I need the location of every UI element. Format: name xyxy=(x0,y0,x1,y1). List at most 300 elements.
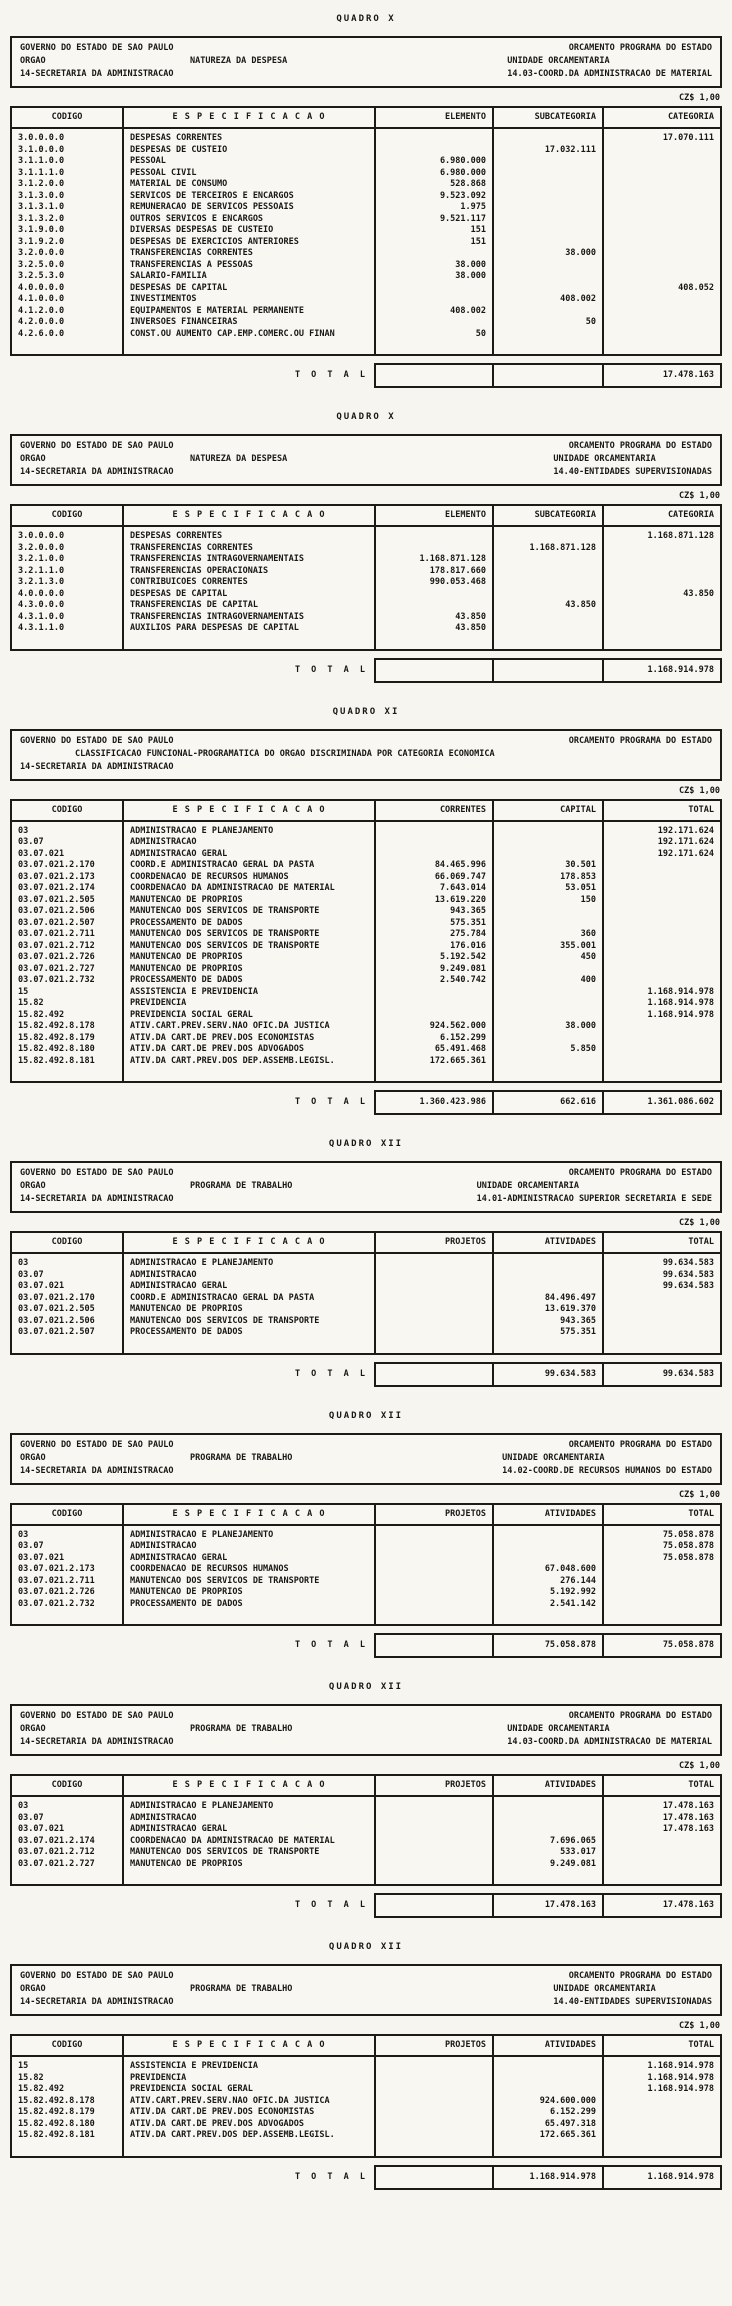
row-spec: COORDENACAO DA ADMINISTRACAO DE MATERIAL xyxy=(123,883,375,895)
row-value xyxy=(493,612,603,624)
total-spacer xyxy=(10,1091,122,1114)
row-value: 9.249.081 xyxy=(375,964,493,976)
header-right-line: 14.03-COORD.DA ADMINISTRACAO DE MATERIAL xyxy=(507,1737,712,1747)
row-value xyxy=(493,225,603,237)
row-value xyxy=(493,128,603,145)
row-value xyxy=(493,998,603,1010)
total-strip xyxy=(10,363,722,388)
row-code: 3.0.0.0.0 xyxy=(11,526,123,543)
row-value xyxy=(493,987,603,999)
row-value: 38.000 xyxy=(493,248,603,260)
row-value xyxy=(375,2073,493,2085)
row-value: 13.619.220 xyxy=(375,895,493,907)
col-v1: CORRENTES xyxy=(375,800,493,821)
table-body xyxy=(11,1253,721,1354)
row-value xyxy=(493,1813,603,1825)
row-value xyxy=(493,260,603,272)
row-value xyxy=(493,156,603,168)
row-value xyxy=(493,554,603,566)
table-row xyxy=(11,941,721,953)
row-code: 03.07 xyxy=(11,1270,123,1282)
row-value xyxy=(603,145,721,157)
header-right xyxy=(477,1167,712,1206)
header-box xyxy=(10,1161,722,1213)
row-code: 03.07.021 xyxy=(11,1824,123,1836)
col-v1: PROJETOS xyxy=(375,2035,493,2056)
budget-table xyxy=(10,1503,722,1627)
row-value: 2.541.142 xyxy=(493,1599,603,1626)
row-value: 400 xyxy=(493,975,603,987)
row-value xyxy=(493,964,603,976)
government-line: GOVERNO DO ESTADO DE SAO PAULO xyxy=(20,1971,174,1981)
row-spec: PROCESSAMENTO DE DADOS xyxy=(123,1327,375,1354)
row-value xyxy=(603,191,721,203)
table-row xyxy=(11,975,721,987)
row-spec: ATIV.DA CART.DE PREV.DOS ADVOGADOS xyxy=(123,1044,375,1056)
currency-note: CZ$ 1,00 xyxy=(679,1218,720,1228)
table-row xyxy=(11,964,721,976)
table-row xyxy=(11,1056,721,1083)
row-spec: TRANSFERENCIAS DE CAPITAL xyxy=(123,600,375,612)
row-value xyxy=(603,964,721,976)
header-right-line: ORCAMENTO PROGRAMA DO ESTADO xyxy=(568,735,712,746)
row-value: 176.016 xyxy=(375,941,493,953)
government-line: GOVERNO DO ESTADO DE SAO PAULO xyxy=(20,1711,174,1721)
row-value: 178.817.660 xyxy=(375,566,493,578)
row-code: 03.07.021.2.173 xyxy=(11,1564,123,1576)
table-body xyxy=(11,128,721,355)
row-code: 15.82.492.8.180 xyxy=(11,2119,123,2131)
row-value xyxy=(375,998,493,1010)
row-spec: ADMINISTRACAO GERAL xyxy=(123,849,375,861)
col-codigo: CODIGO xyxy=(11,1775,123,1796)
col-v3: TOTAL xyxy=(603,1504,721,1525)
row-spec: MANUTENCAO DE PROPRIOS xyxy=(123,1859,375,1886)
row-spec: PREVIDENCIA SOCIAL GERAL xyxy=(123,2084,375,2096)
total-strip xyxy=(10,1893,722,1918)
row-code: 3.1.0.0.0 xyxy=(11,145,123,157)
row-value xyxy=(603,1056,721,1083)
row-value: 43.850 xyxy=(683,588,714,599)
row-code: 03.07 xyxy=(11,837,123,849)
row-value xyxy=(603,1847,721,1859)
row-value xyxy=(603,1599,721,1626)
quadro-title: QUADRO XII xyxy=(328,1942,404,1952)
col-espec: E S P E C I F I C A C A O xyxy=(123,800,375,821)
currency-note: CZ$ 1,00 xyxy=(679,1489,720,1500)
row-code: 3.2.1.1.0 xyxy=(11,566,123,578)
row-value: 13.619.370 xyxy=(493,1304,603,1316)
row-spec: ATIV.DA CART.DE PREV.DOS ECONOMISTAS xyxy=(123,2107,375,2119)
row-spec: DESPESAS DE CUSTEIO xyxy=(123,145,375,157)
row-value xyxy=(375,821,493,838)
table-row xyxy=(11,329,721,356)
row-spec: DIVERSAS DESPESAS DE CUSTEIO xyxy=(123,225,375,237)
row-code: 4.1.0.0.0 xyxy=(11,294,123,306)
table-row xyxy=(11,225,721,237)
row-value: 7.643.014 xyxy=(375,883,493,895)
row-spec: MANUTENCAO DE PROPRIOS xyxy=(123,1587,375,1599)
row-code: 3.1.3.0.0 xyxy=(11,191,123,203)
row-code: 03.07 xyxy=(11,1541,123,1553)
budget-table xyxy=(10,1231,722,1355)
row-value: 575.351 xyxy=(375,918,493,930)
total-label: T O T A L xyxy=(294,1900,368,1910)
header-mid-label: PROGRAMA DE TRABALHO xyxy=(190,1984,293,1994)
row-spec: CONST.OU AUMENTO CAP.EMP.COMERC.OU FINAN xyxy=(123,329,375,356)
quadro-title: QUADRO XII xyxy=(328,1682,404,1692)
row-value xyxy=(603,623,721,650)
col-v2: ATIVIDADES xyxy=(493,2035,603,2056)
table-row xyxy=(11,2084,721,2096)
table-row xyxy=(11,271,721,283)
table-row xyxy=(11,821,721,838)
row-code: 03.07.021.2.507 xyxy=(11,918,123,930)
total-spacer xyxy=(10,1634,122,1657)
table-row xyxy=(11,1564,721,1576)
row-spec: MANUTENCAO DE PROPRIOS xyxy=(123,952,375,964)
col-v3: CATEGORIA xyxy=(603,505,721,526)
row-code: 03.07.021.2.174 xyxy=(11,1836,123,1848)
row-code: 03.07.021.2.711 xyxy=(11,929,123,941)
row-code: 03 xyxy=(11,821,123,838)
government-line: GOVERNO DO ESTADO DE SAO PAULO xyxy=(20,1439,174,1450)
row-value xyxy=(375,600,493,612)
col-espec: E S P E C I F I C A C A O xyxy=(123,505,375,526)
table-row xyxy=(11,1553,721,1565)
table-body xyxy=(11,1796,721,1885)
table-row xyxy=(11,577,721,589)
row-value: 5.192.542 xyxy=(375,952,493,964)
row-code: 3.1.1.1.0 xyxy=(11,168,123,180)
header-right xyxy=(553,440,712,479)
row-code: 03.07.021.2.170 xyxy=(11,860,123,872)
header-right-line: 14.01-ADMINISTRACAO SUPERIOR SECRETARIA E SEDE xyxy=(476,1194,712,1204)
col-v2: SUBCATEGORIA xyxy=(493,505,603,526)
secretaria-line: 14-SECRETARIA DA ADMINISTRACAO xyxy=(20,467,174,477)
row-value: 6.152.299 xyxy=(375,1033,493,1045)
row-code: 3.2.5.0.0 xyxy=(11,260,123,272)
row-spec: PREVIDENCIA xyxy=(123,2073,375,2085)
row-spec: ATIV.DA CART.DE PREV.DOS ECONOMISTAS xyxy=(123,1033,375,1045)
table-row xyxy=(11,1281,721,1293)
orgao-label: ORGAO xyxy=(20,1984,46,1994)
col-codigo: CODIGO xyxy=(11,107,123,128)
row-value: 75.058.878 xyxy=(662,1529,714,1540)
row-value xyxy=(603,941,721,953)
col-espec: E S P E C I F I C A C A O xyxy=(123,2035,375,2056)
row-value: 50 xyxy=(493,317,603,329)
row-spec: ADMINISTRACAO E PLANEJAMENTO xyxy=(123,1796,375,1813)
table-header-row xyxy=(11,1775,721,1796)
row-spec: INVERSOES FINANCEIRAS xyxy=(123,317,375,329)
table-row xyxy=(11,1859,721,1886)
row-value xyxy=(375,2130,493,2157)
row-value xyxy=(603,554,721,566)
table-row xyxy=(11,998,721,1010)
total-value xyxy=(375,364,493,387)
row-spec: ADMINISTRACAO xyxy=(123,1813,375,1825)
row-value xyxy=(493,918,603,930)
row-value: 528.868 xyxy=(375,179,493,191)
row-value: 43.850 xyxy=(375,623,493,650)
budget-table xyxy=(10,2034,722,2158)
row-spec: OUTROS SERVICOS E ENCARGOS xyxy=(123,214,375,226)
row-spec: MANUTENCAO DE PROPRIOS xyxy=(123,895,375,907)
col-v2: ATIVIDADES xyxy=(493,1775,603,1796)
total-value: 17.478.163 xyxy=(603,1894,721,1917)
table-row xyxy=(11,1525,721,1542)
header-right-line: ORCAMENTO PROGRAMA DO ESTADO xyxy=(568,441,712,451)
table-row xyxy=(11,1824,721,1836)
table-row xyxy=(11,612,721,624)
row-code: 03.07.021.2.507 xyxy=(11,1327,123,1354)
row-code: 03.07.021.2.712 xyxy=(11,941,123,953)
row-value: 5.192.992 xyxy=(493,1587,603,1599)
row-spec: DESPESAS DE CAPITAL xyxy=(123,283,375,295)
row-value: 1.168.871.128 xyxy=(647,531,714,541)
row-value: 65.497.318 xyxy=(493,2119,603,2131)
row-value: 38.000 xyxy=(375,260,493,272)
row-value xyxy=(375,283,493,295)
row-spec: MANUTENCAO DOS SERVICOS DE TRANSPORTE xyxy=(123,1847,375,1859)
col-espec: E S P E C I F I C A C A O xyxy=(123,107,375,128)
row-value xyxy=(603,1293,721,1305)
orgao-label: ORGAO xyxy=(20,56,46,66)
row-spec: MANUTENCAO DOS SERVICOS DE TRANSPORTE xyxy=(123,941,375,953)
row-value: 17.032.111 xyxy=(493,145,603,157)
row-value: 84.496.497 xyxy=(493,1293,603,1305)
row-spec: PROCESSAMENTO DE DADOS xyxy=(123,918,375,930)
row-code: 3.0.0.0.0 xyxy=(11,128,123,145)
row-code: 15.82.492 xyxy=(11,1010,123,1022)
row-value: 65.491.468 xyxy=(375,1044,493,1056)
table-row xyxy=(11,600,721,612)
row-spec: COORDENACAO DA ADMINISTRACAO DE MATERIAL xyxy=(123,1836,375,1848)
row-code: 03.07.021.2.506 xyxy=(11,1316,123,1328)
table-row xyxy=(11,1010,721,1022)
table-row xyxy=(11,837,721,849)
row-code: 03.07.021.2.506 xyxy=(11,906,123,918)
header-right xyxy=(507,1710,712,1749)
table-row xyxy=(11,1796,721,1813)
row-value xyxy=(493,577,603,589)
row-spec: CONTRIBUICOES CORRENTES xyxy=(123,577,375,589)
budget-section xyxy=(10,707,722,1116)
row-code: 15.82.492 xyxy=(11,2084,123,2096)
header-right-line: ORCAMENTO PROGRAMA DO ESTADO xyxy=(568,1439,712,1450)
table-row xyxy=(11,1033,721,1045)
col-v3: TOTAL xyxy=(603,2035,721,2056)
row-value xyxy=(603,2119,721,2131)
row-code: 15.82.492.8.179 xyxy=(11,1033,123,1045)
row-value xyxy=(603,179,721,191)
row-code: 03.07.021.2.174 xyxy=(11,883,123,895)
row-code: 03.07.021.2.726 xyxy=(11,1587,123,1599)
total-strip xyxy=(10,658,722,683)
row-spec: MANUTENCAO DOS SERVICOS DE TRANSPORTE xyxy=(123,929,375,941)
row-value: 408.002 xyxy=(493,294,603,306)
row-value xyxy=(603,1021,721,1033)
orgao-label: ORGAO xyxy=(20,454,46,464)
row-code: 3.2.0.0.0 xyxy=(11,543,123,555)
row-spec: DESPESAS DE EXERCICIOS ANTERIORES xyxy=(123,237,375,249)
table-row xyxy=(11,526,721,543)
row-value: 575.351 xyxy=(493,1327,603,1354)
row-value xyxy=(603,883,721,895)
row-spec: ATIV.DA CART.PREV.DOS DEP.ASSEMB.LEGISL. xyxy=(123,2130,375,2157)
row-value xyxy=(375,1010,493,1022)
col-v2: ATIVIDADES xyxy=(493,1232,603,1253)
col-v3: CATEGORIA xyxy=(603,107,721,128)
table-row xyxy=(11,1541,721,1553)
total-label: T O T A L xyxy=(294,1368,368,1379)
table-row xyxy=(11,2096,721,2108)
row-spec: ADMINISTRACAO E PLANEJAMENTO xyxy=(123,1253,375,1270)
row-value xyxy=(493,2073,603,2085)
row-value: 408.002 xyxy=(375,306,493,318)
row-value: 1.168.914.978 xyxy=(647,986,714,997)
row-value xyxy=(375,1281,493,1293)
table-row xyxy=(11,906,721,918)
row-value: 6.980.000 xyxy=(375,156,493,168)
col-v1: PROJETOS xyxy=(375,1232,493,1253)
row-value: 151 xyxy=(375,237,493,249)
row-value xyxy=(603,600,721,612)
row-value xyxy=(603,1327,721,1354)
col-espec: E S P E C I F I C A C A O xyxy=(123,1775,375,1796)
table-row xyxy=(11,202,721,214)
table-row xyxy=(11,283,721,295)
table-row xyxy=(11,2119,721,2131)
header-mid-label: NATUREZA DA DESPESA xyxy=(190,454,288,464)
table-row xyxy=(11,214,721,226)
row-value: 192.171.624 xyxy=(657,825,714,836)
header-box xyxy=(10,1433,722,1485)
row-value xyxy=(375,1564,493,1576)
table-row xyxy=(11,860,721,872)
row-value xyxy=(375,837,493,849)
row-value xyxy=(375,1316,493,1328)
header-right xyxy=(507,42,712,81)
table-row xyxy=(11,317,721,329)
row-value xyxy=(603,214,721,226)
row-spec: TRANSFERENCIAS CORRENTES xyxy=(123,543,375,555)
table-row xyxy=(11,1021,721,1033)
row-spec: COORD.E ADMINISTRACAO GERAL DA PASTA xyxy=(123,1293,375,1305)
row-code: 15.82.492.8.180 xyxy=(11,1044,123,1056)
header-right-line: 14.40-ENTIDADES SUPERVISIONADAS xyxy=(553,467,712,477)
row-value xyxy=(603,952,721,964)
col-espec: E S P E C I F I C A C A O xyxy=(123,1504,375,1525)
table-body xyxy=(11,526,721,650)
row-code: 15.82.492.8.179 xyxy=(11,2107,123,2119)
row-value: 943.365 xyxy=(493,1316,603,1328)
row-value: 6.152.299 xyxy=(493,2107,603,2119)
row-value: 17.478.163 xyxy=(662,1801,714,1811)
row-code: 3.2.1.0.0 xyxy=(11,554,123,566)
header-right-line: ORCAMENTO PROGRAMA DO ESTADO xyxy=(568,43,712,53)
row-code: 4.3.1.0.0 xyxy=(11,612,123,624)
row-spec: ADMINISTRACAO xyxy=(123,1270,375,1282)
table-row xyxy=(11,294,721,306)
row-value xyxy=(603,2130,721,2157)
table-row xyxy=(11,543,721,555)
row-value xyxy=(603,329,721,356)
row-code: 03 xyxy=(11,1796,123,1813)
table-row xyxy=(11,156,721,168)
row-value xyxy=(493,1033,603,1045)
row-value xyxy=(493,623,603,650)
table-row xyxy=(11,987,721,999)
row-value xyxy=(375,1304,493,1316)
table-row xyxy=(11,566,721,578)
total-value: 1.360.423.986 xyxy=(375,1091,493,1114)
total-value: 99.634.583 xyxy=(603,1363,721,1386)
row-spec: TRANSFERENCIAS INTRAGOVERNAMENTAIS xyxy=(123,554,375,566)
table-row xyxy=(11,2130,721,2157)
budget-table xyxy=(10,504,722,651)
row-value xyxy=(375,2107,493,2119)
secretaria-line: 14-SECRETARIA DA ADMINISTRACAO xyxy=(20,1194,174,1204)
row-code: 03.07.021.2.726 xyxy=(11,952,123,964)
row-value xyxy=(493,1010,603,1022)
row-value xyxy=(493,191,603,203)
row-code: 03.07.021 xyxy=(11,1553,123,1565)
table-row xyxy=(11,306,721,318)
row-value xyxy=(375,145,493,157)
col-v3: TOTAL xyxy=(603,800,721,821)
total-spacer xyxy=(10,1363,122,1386)
row-value xyxy=(493,202,603,214)
row-spec: PROCESSAMENTO DE DADOS xyxy=(123,975,375,987)
row-spec: TRANSFERENCIAS OPERACIONAIS xyxy=(123,566,375,578)
row-code: 03.07.021 xyxy=(11,849,123,861)
currency-note: CZ$ 1,00 xyxy=(679,785,720,796)
row-value: 50 xyxy=(375,329,493,356)
row-value xyxy=(603,317,721,329)
table-row xyxy=(11,1847,721,1859)
row-value: 5.850 xyxy=(493,1044,603,1056)
header-box xyxy=(10,729,722,781)
row-value xyxy=(375,1836,493,1848)
row-code: 3.2.5.3.0 xyxy=(11,271,123,283)
quadro-title: QUADRO X xyxy=(336,412,396,422)
table-row xyxy=(11,1599,721,1626)
row-value xyxy=(375,2096,493,2108)
table-body xyxy=(11,821,721,1083)
secretaria-line: 14-SECRETARIA DA ADMINISTRACAO xyxy=(20,1465,174,1476)
row-value: 276.144 xyxy=(493,1576,603,1588)
header-mid-label: PROGRAMA DE TRABALHO xyxy=(190,1452,293,1463)
row-value xyxy=(603,1033,721,1045)
row-value: 53.051 xyxy=(493,883,603,895)
header-box xyxy=(10,434,722,486)
budget-section xyxy=(10,1411,722,1659)
row-value xyxy=(375,1576,493,1588)
budget-table xyxy=(10,799,722,1084)
row-value: 408.052 xyxy=(678,282,714,293)
row-code: 4.2.6.0.0 xyxy=(11,329,123,356)
table-row xyxy=(11,952,721,964)
row-value xyxy=(603,2096,721,2108)
row-code: 4.3.0.0.0 xyxy=(11,600,123,612)
header-right-line: ORCAMENTO PROGRAMA DO ESTADO xyxy=(568,1168,712,1178)
col-codigo: CODIGO xyxy=(11,505,123,526)
total-strip xyxy=(10,1362,722,1387)
row-spec: ATIV.CART.PREV.SERV.NAO OFIC.DA JUSTICA xyxy=(123,2096,375,2108)
row-value: 172.665.361 xyxy=(493,2130,603,2157)
